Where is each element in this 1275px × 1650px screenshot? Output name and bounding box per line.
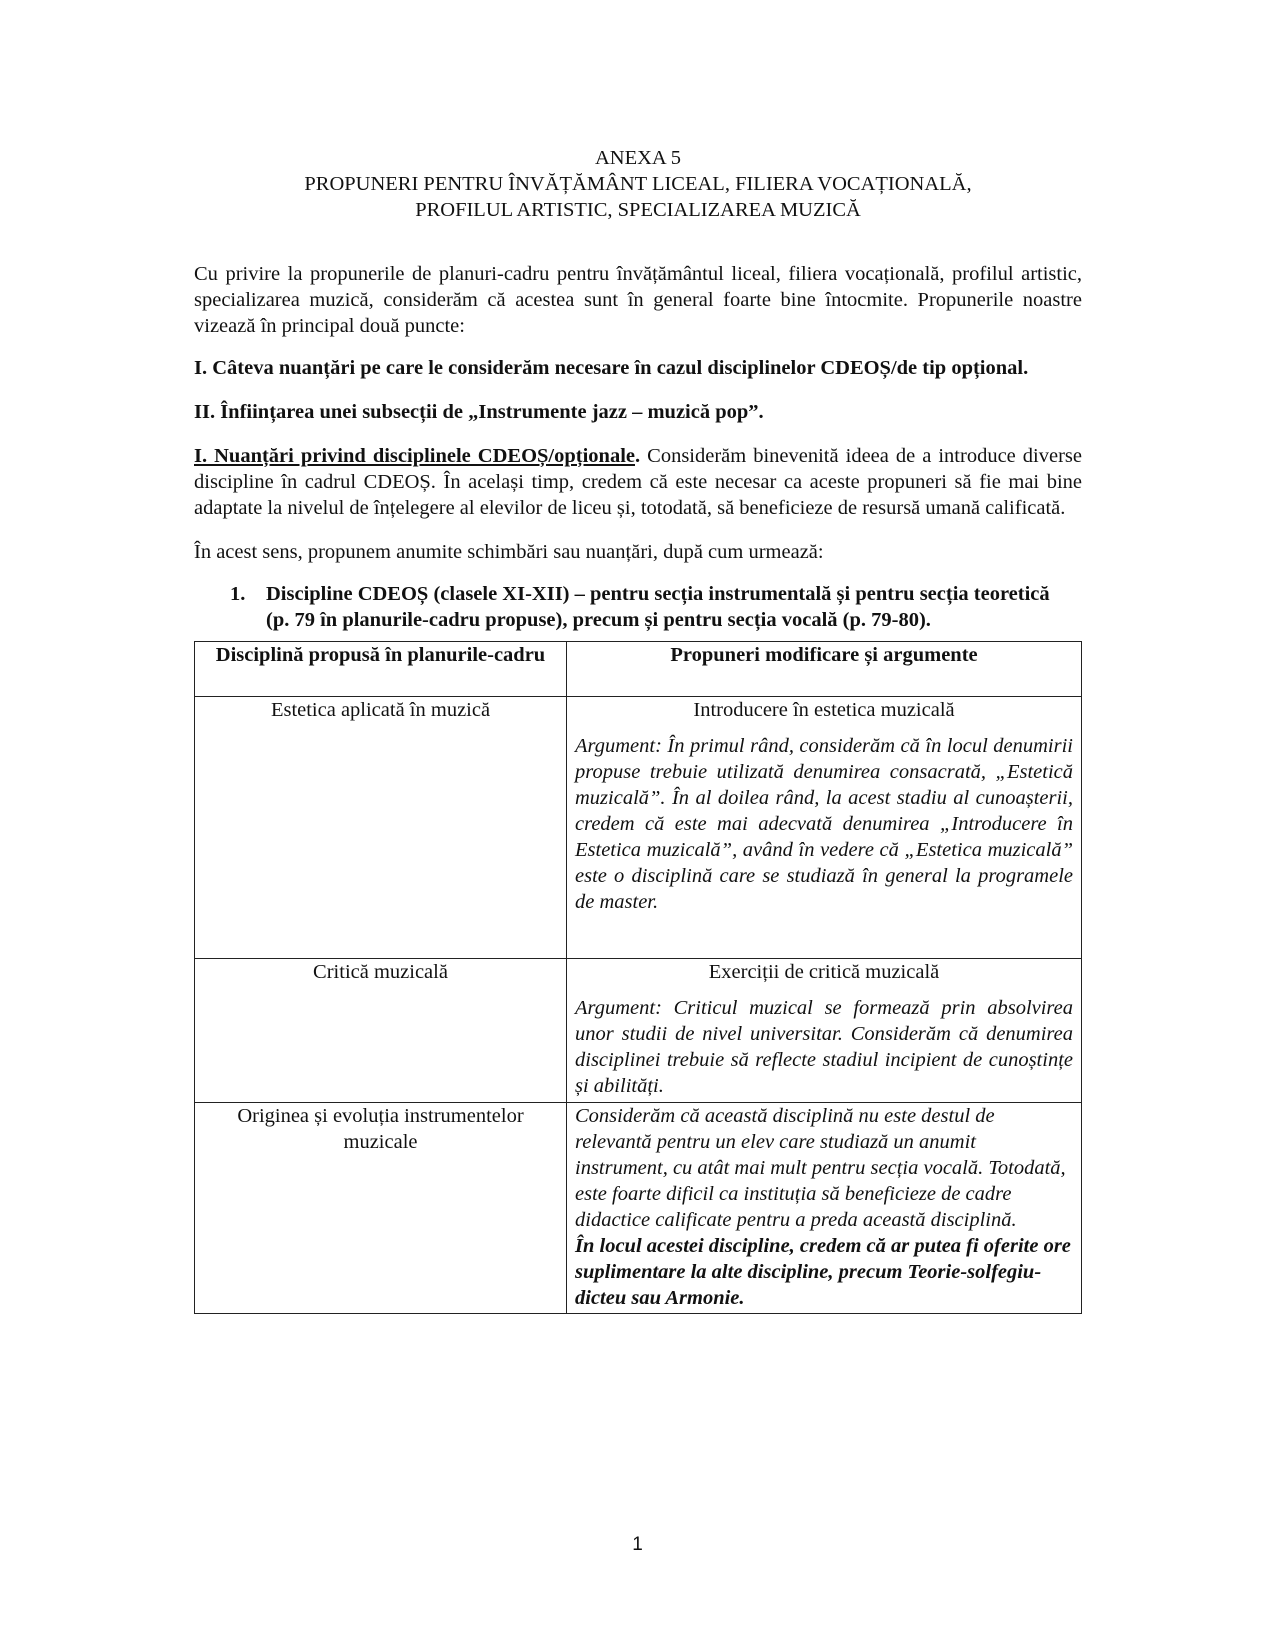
page-number: 1 — [632, 1534, 643, 1555]
row-2-argument: Argument: Criticul muzical se formează prin absolvirea unor studii de nivel universitar. Considerăm că denumirea disciplinei trebuie să reflecte stadiul incipient de cunoștințe și abilități. — [575, 997, 1073, 1097]
row-2-discipline: Critică muzicală — [195, 959, 567, 1103]
table-header-row — [195, 642, 1082, 697]
row-2-proposal — [567, 959, 1082, 1103]
list-item-text: Discipline CDEOȘ (clasele XI-XII) – pentru secția instrumentală și pentru secția teoretică (p. 79 în planurile-cadru propuse), precum și pentru secția vocală (p. 79-80). — [266, 583, 1050, 631]
row-3-text: Considerăm că această disciplină nu este destul de relevantă pentru un elev care studiază un anumit instrument, cu atât mai mult pentru secția vocală. Totodată, este foarte dificil ca instituția să beneficieze de cadre didactice calificate pentru a preda această disciplină. — [575, 1105, 1066, 1231]
table-row — [195, 1103, 1082, 1314]
row-3-discipline: Originea și evoluția instrumentelor muzicale — [195, 1103, 567, 1314]
row-3-bold-text: În locul acestei discipline, credem că ar putea fi oferite ore suplimentare la alte discipline, precum Teorie-solfegiu-dicteu sau Armonie. — [575, 1235, 1071, 1309]
section-1-paragraph — [194, 443, 1082, 521]
row-1-discipline: Estetica aplicată în muzică — [195, 697, 567, 959]
row-1-argument: Argument: În primul rând, considerăm că în locul denumirii propuse trebuie utilizată denumirea consacrată, „Estetică muzicală”. În al doilea rând, la acest stadiu al cunoașterii, credem că este mai adecvată denumirea „Introducere în Estetica muzicală”, având în vedere că „Estetica muzicală” este o disciplină care se studiază în general la programele de master. — [575, 735, 1073, 913]
section-1-text: Considerăm binevenită ideea de a introduce diverse discipline în cadrul CDEOȘ. În același timp, credem că este necesar ca aceste propuneri să fie mai bine adaptate la nivelul de înțelegere al elevilor de liceu și, totodată, să beneficieze de resursă umană calificată. — [194, 445, 1082, 519]
sense-paragraph: În acest sens, propunem anumite schimbări sau nuanțări, după cum urmează: — [194, 541, 824, 563]
row-1-title: Introducere în estetica muzicală — [693, 699, 955, 721]
title-line-3: PROFILUL ARTISTIC, SPECIALIZAREA MUZICĂ — [415, 199, 861, 221]
point-1: I. Câteva nuanțări pe care le considerăm necesare în cazul disciplinelor CDEOȘ/de tip opțional. — [194, 357, 1029, 379]
list-item — [194, 581, 1082, 633]
row-2-title: Exerciții de critică muzicală — [708, 961, 940, 983]
table-row — [195, 697, 1082, 959]
row-1-proposal — [567, 697, 1082, 959]
header-right: Propuneri modificare și argumente — [567, 642, 1082, 697]
header-left: Disciplină propusă în planurile-cadru — [195, 642, 567, 697]
section-1-heading: I. Nuanțări privind disciplinele CDEOȘ/opționale — [194, 445, 635, 467]
document-title — [194, 145, 1082, 223]
title-line-1: ANEXA 5 — [595, 147, 681, 169]
intro-paragraph: Cu privire la propunerile de planuri-cadru pentru învățământul liceal, filiera vocațională, profilul artistic, specializarea muzică, considerăm că acestea sunt în general foarte bine întocmite. Propunerile noastre vizează în principal două puncte: — [194, 263, 1082, 337]
numbered-list — [194, 581, 1082, 633]
page-content — [194, 145, 1082, 1314]
list-item-number: 1. — [230, 583, 246, 605]
title-line-2: PROPUNERI PENTRU ÎNVĂȚĂMÂNT LICEAL, FILIERA VOCAȚIONALĂ, — [304, 173, 972, 195]
row-3-proposal — [567, 1103, 1082, 1314]
point-2: II. Înființarea unei subsecții de „Instrumente jazz – muzică pop”. — [194, 401, 764, 423]
section-1-heading-end: . — [635, 445, 641, 467]
table-row — [195, 959, 1082, 1103]
disciplines-table — [194, 641, 1082, 1314]
